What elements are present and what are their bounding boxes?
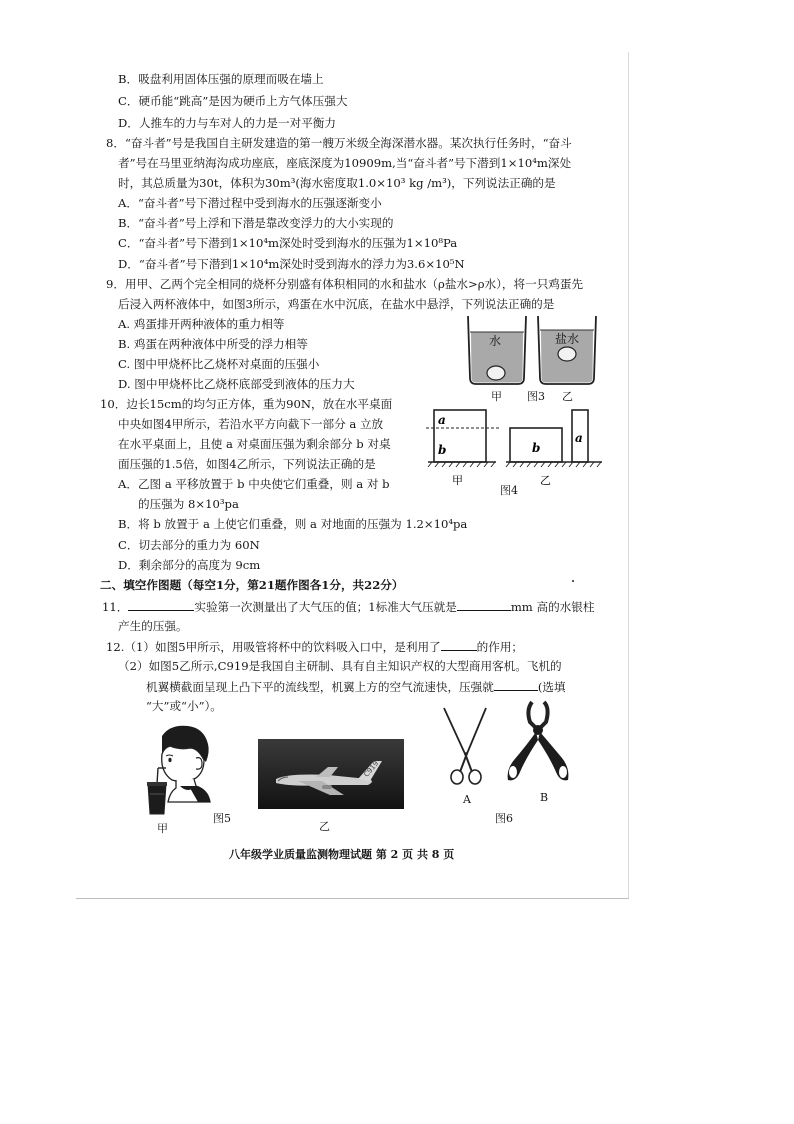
label-salt-water: 盐水 [555,332,580,346]
q12-part-1 [106,638,523,655]
q12-text-2: 机翼横截面呈现上凸下平的流线型，机翼上方的空气流速快，压强就 [146,680,494,694]
label-a-yi: a [575,431,583,445]
q11-text-1: 实验第一次测量出了大气压的值；1标准大气压就是 [194,600,457,614]
figure-5-c919-photo [258,739,404,809]
q11-blank-2[interactable] [457,598,511,611]
q9-option-d: D. 图中甲烧杯比乙烧杯底部受到液体的压力大 [118,377,355,391]
q11-line-2: 产生的压强。 [118,619,188,633]
figure-5-jia-label: 甲 [157,822,168,835]
q10-option-d: D．剩余部分的高度为 9cm [118,558,261,572]
figure-3-caption: 图3 [527,390,545,403]
q12-part-2-line-1: （2）如图5乙所示,C919是我国自主研制、具有自主知识产权的大型商用客机。飞机的 [118,659,562,673]
q11-blank-1[interactable] [128,598,194,611]
q10-stem-1: 10．边长15cm的均匀正方体，重为90N，放在水平桌面 [100,397,393,411]
q9-option-b: B. 鸡蛋在两种液体中所受的浮力相等 [118,337,308,351]
figure-4-cubes [426,402,616,498]
page-footer: 八年级学业质量监测物理试题 第 2 页 共 8 页 [229,848,455,861]
label-jia-4: 甲 [452,474,463,487]
q10-option-a-2: 的压强为 8×10³pa [138,497,239,511]
q12-text-1-tail: 的作用； [476,640,524,654]
q10-stem-4: 面压强的1.5倍，如图4乙所示，下列说法正确的是 [118,457,376,471]
q9-option-a: A. 鸡蛋排开两种液体的重力相等 [118,317,285,331]
figure-5-boy-drinking [140,722,216,818]
q8-stem-1: 8．“奋斗者”号是我国自主研发建造的第一艘万米级全海深潜水器。某次执行任务时，“奋斗 [106,136,572,150]
figure-6-label-b: B [540,791,549,804]
q7-option-d: D．人推车的力与车对人的力是一对平衡力 [118,116,336,130]
q12-text-1: 12.（1）如图5甲所示，用吸管将杯中的饮料吸入口中，是利用了 [106,640,441,654]
q10-stem-2: 中央如图4甲所示，若沿水平方向截下一部分 a 立放 [118,417,384,431]
q8-option-b: B．“奋斗者”号上浮和下潜是靠改变浮力的大小实现的 [118,216,394,230]
label-b-jia: b [438,443,447,457]
cube-jia [426,410,500,462]
figure-6-scissors [436,704,496,790]
cube-yi [510,410,588,462]
q11-number: 11． [102,600,129,614]
plane-text: C919 [362,759,381,779]
q8-option-a: A．“奋斗者”号下潜过程中受到海水的压强逐渐变小 [118,196,382,210]
q10-option-c: C．切去部分的重力为 60N [118,538,260,552]
q12-blank-2[interactable] [494,678,538,691]
egg-suspended [558,347,576,361]
q9-stem-2: 后浸入两杯液体中，如图3所示，鸡蛋在水中沉底，在盐水中悬浮，下列说法正确的是 [118,297,555,311]
q7-option-b: B．吸盘利用固体压强的原理而吸在墙上 [118,72,324,86]
label-water: 水 [489,334,502,348]
egg-sunk [487,366,505,380]
figure-6-caption: 图6 [495,812,513,825]
figure-5-yi-label: 乙 [319,820,330,833]
label-b-yi: b [532,441,541,455]
beaker-water [468,316,526,384]
label-jia: 甲 [491,390,502,403]
q12-part-2-line-2 [146,678,566,695]
q8-stem-2: 者”号在马里亚纳海沟成功座底，座底深度为10909m,当“奋斗者”号下潜到1×10⁴m深处 [118,156,572,170]
q8-option-c: C．“奋斗者”号下潜到1×10⁴m深处时受到海水的压强为1×10⁸Pa [118,236,458,250]
q10-option-b: B．将 b 放置于 a 上使它们重叠，则 a 对地面的压强为 1.2×10⁴pa [118,517,468,531]
q10-stem-3: 在水平桌面上，且使 a 对桌面压强为剩余部分 b 对桌 [118,437,391,451]
q10-option-a-1: A．乙图 a 平移放置于 b 中央使它们重叠，则 a 对 b [118,477,390,491]
q11-text-2: mm 高的水银柱 [510,600,595,614]
q9-option-c: C. 图中甲烧杯比乙烧杯对桌面的压强小 [118,357,320,371]
section-2-heading: 二、填空作图题（每空1分，第21题作图各1分，共22分） [100,578,404,592]
q11-line-1 [102,598,594,615]
scan-speck [572,580,574,582]
label-yi-4: 乙 [540,474,551,487]
q12-blank-1[interactable] [441,638,477,651]
label-yi: 乙 [562,390,573,403]
q7-option-c: C．硬币能“跳高”是因为硬币上方气体压强大 [118,94,348,108]
beaker-salt-water [538,316,596,384]
figure-5-caption: 图5 [213,812,231,825]
q8-stem-3: 时，其总质量为30t，体积为30m³(海水密度取1.0×10³ kg /m³)，下列说法正确的是 [118,176,556,190]
label-a-jia: a [438,413,446,427]
q8-option-d: D．“奋斗者”号下潜到1×10⁴m深处时受到海水的浮力为3.6×10⁵N [118,257,465,271]
figure-6-pliers [496,696,580,788]
figure-6-label-a: A [463,793,471,806]
q12-part-2-line-3: “大”或“小”）。 [146,699,222,713]
figure-4-caption: 图4 [500,484,518,497]
q12-text-2-tail: (选填 [537,680,566,694]
q9-stem-1: 9．用甲、乙两个完全相同的烧杯分别盛有体积相同的水和盐水（ρ盐水>ρ水），将一只鸡蛋先 [106,277,584,291]
